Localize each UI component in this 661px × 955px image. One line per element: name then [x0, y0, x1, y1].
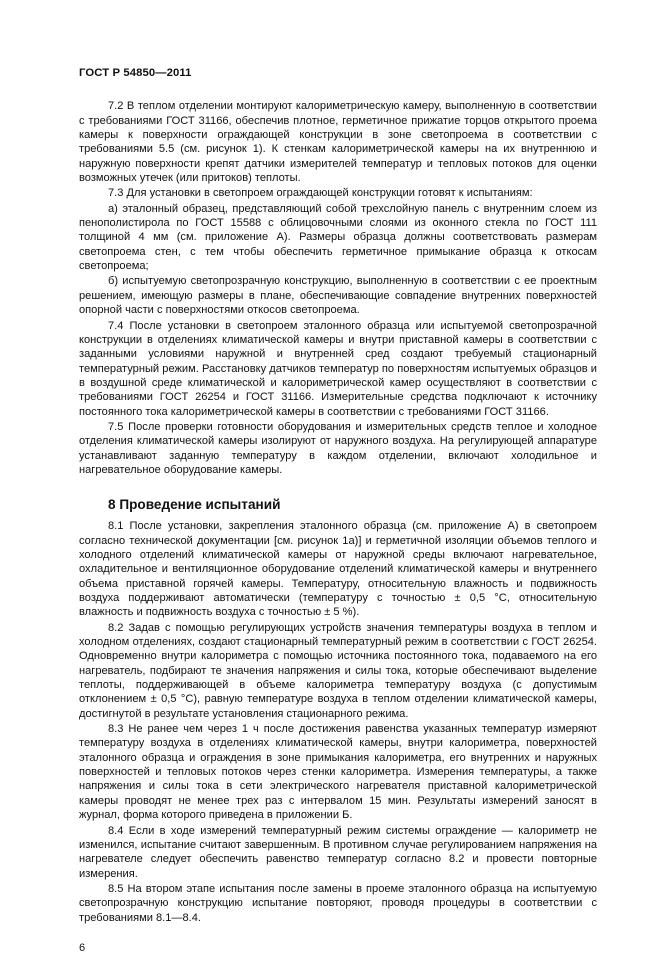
paragraph-7-4: 7.4 После установки в светопроем эталонного образца или испытуемой светопрозрачной конструкции в отделениях климатической камеры и внутри приставной камеры в соответствии с заданными условиями наружной и внутренней сред создают требуемый стационарный температурный режим. Расстановку датчиков температур по поверхностям испытуемых образцов и в воздушной среде климатической и калориметрической камер осуществляют в соответствии с требованиями ГОСТ 26254 и ГОСТ 31166. Измерительные средства подключают к источнику постоянного тока калориметрической камеры в соответствии с требованиями ГОСТ 31166.	[79, 319, 597, 418]
paragraph-8-5: 8.5 На втором этапе испытания после замены в проеме эталонного образца на испытуемую светопрозрачную конструкцию испытание повторяют, проводя процедуры в соответствии с требованиями 8.1—8.4.	[79, 882, 597, 924]
paragraph-8-3: 8.3 Не ранее чем через 1 ч после достижения равенства указанных температур измеряют температуру воздуха в отделениях климатической камеры, внутри калориметра, поверхностей эталонного образца и ограждения в зоне примыкания калориметра, его внутренних и наружных поверхностей и тепловых потоков через стенки калориметра. Измерения температуры, а также напряжения и силы тока в сети электрического нагревателя приставной калориметрической камеры проводят не менее трех раз с интервалом 15 мин. Результаты измерений заносят в журнал, форма которого приведена в приложении Б.	[79, 723, 597, 822]
document-code-header: ГОСТ Р 54850—2011	[79, 67, 192, 79]
paragraph-7-2: 7.2 В теплом отделении монтируют калориметрическую камеру, выполненную в соответствии с требованиями ГОСТ 31166, обеспечив плотное, герметичное прижатие торцов открытого проема камеры к поверхности ограждающей конструкции в зоне светопроема в соответствии с требованиями 5.5 (см. рисунок 1). К стенкам калориметрической камеры на их внутреннюю и наружную поверхности крепят датчики измерителей температур и тепловых потоков для оценки возможных утечек (или притоков) теплоты.	[79, 100, 597, 185]
section-8-heading: 8 Проведение испытаний	[108, 497, 281, 513]
paragraph-8-1: 8.1 После установки, закрепления эталонного образца (см. приложение А) в светопроем согласно технической документации [см. рисунок 1а)] и герметичной изоляции объемов теплого и холодного отделений климатической камеры от наружной среды включают нагревательное, охладительное и вентиляционное оборудование отделений климатической камеры и внутреннего объема приставной горячей камеры. Температуру, относительную влажность и подвижность воздуха поддерживают автоматически (температуру с точностью ± 0,5 °С, относительную влажность и подвижность воздуха с точностью ± 5 %).	[79, 520, 597, 619]
paragraph-7-3-a: а) эталонный образец, представляющий собой трехслойную панель с внутренним слоем из пенополистирола по ГОСТ 15588 с облицовочными слоями из оконного стекла по ГОСТ 111 толщиной 4 мм (см. приложение А). Размеры образца должны соответствовать размерам светопроема стен, с тем чтобы обеспечить герметичное примыкание образца к откосам светопроема;	[79, 202, 597, 273]
page-number: 6	[79, 941, 86, 954]
paragraph-8-4: 8.4 Если в ходе измерений температурный режим системы ограждение — калориметр не изменился, испытание считают завершенным. В противном случае регулированием напряжения на нагревателе следует обеспечить равенство температур согласно 8.2 и провести повторные измерения.	[79, 824, 597, 880]
paragraph-7-3-b: б) испытуемую светопрозрачную конструкцию, выполненную в соответствии с ее проектным решением, имеющую размеры в плане, обеспечивающие совпадение внутренних поверхностей опорной части с поверхностями откосов светопроема.	[79, 275, 597, 317]
paragraph-8-2: 8.2 Задав с помощью регулирующих устройств значения температуры воздуха в теплом и холодном отделениях, создают стационарный температурный режим в соответствии с ГОСТ 26254. Одновременно внутри калориметра с помощью источника постоянного тока, подаваемого на его нагреватель, подбирают те значения напряжения и силы тока, которые обеспечивают выделение теплоты, поддерживающей в объеме калориметра температуру воздуха (с допустимым отклонением ± 0,5 °С), равную температуре воздуха в теплом отделении климатической камеры, достигнутой в результате установления стационарного режима.	[79, 621, 597, 720]
paragraph-7-3: 7.3 Для установки в светопроем ограждающей конструкции готовят к испытаниям:	[108, 187, 533, 200]
document-page	[79, 66, 597, 955]
paragraph-7-5: 7.5 После проверки готовности оборудования и измерительных средств теплое и холодное отделения климатической камеры изолируют от наружного воздуха. На регулирующей аппаратуре устанавливают заданную температуру в каждом отделении, включают холодильное и нагревательное оборудование камеры.	[79, 420, 597, 476]
